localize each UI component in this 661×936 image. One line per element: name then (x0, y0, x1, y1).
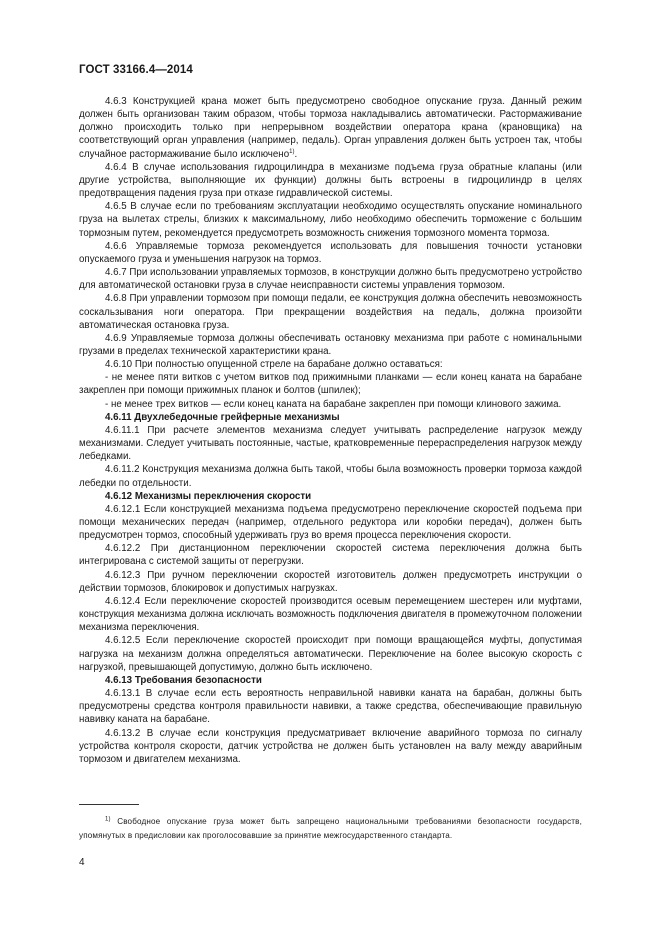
footnote-marker: 1) (105, 816, 111, 823)
paragraph: 4.6.13.2 В случае если конструкция предусматривает включение аварийного тормоза по сигналу устройства контроля скорости, датчик устройства не должен быть установлен на валу между аварийным тормозом и двигателем механизма. (79, 727, 582, 765)
paragraph: 4.6.12.3 При ручном переключении скоростей изготовитель должен предусмотреть инструкции о действии тормозов, блокировок и допустимых нагрузках. (79, 569, 582, 594)
paragraph: 4.6.10 При полностью опущенной стреле на барабане должно оставаться: (105, 359, 443, 371)
footnote-divider (79, 804, 139, 805)
paragraph: 4.6.7 При использовании управляемых тормозов, в конструкции должно быть предусмотрено устройство для автоматической остановки груза в случае неисправности системы управления тормозом. (79, 267, 582, 292)
paragraph: 4.6.11.2 Конструкция механизма должна быть такой, чтобы была возможность проверки тормоза каждой лебедки по отдельности. (79, 464, 582, 489)
paragraph: 4.6.12.4 Если переключение скоростей производится осевым перемещением шестерен или муфтами, конструкция механизма должна исключать возможность подключения двигателя в промежуточном положении механизма переключения. (79, 595, 582, 634)
paragraph: 4.6.12.1 Если конструкцией механизма подъема предусмотрено переключение скоростей подъема при помощи механических передач (например, отдельного редуктора или коробки передач), должен быть предусмотрен тормоз, способный удерживать груз во время процесса переключения скорости. (79, 503, 582, 542)
section-heading: 4.6.11 Двухлебедочные грейферные механизмы (105, 411, 340, 423)
paragraph: 4.6.11.1 При расчете элементов механизма следует учитывать распределение нагрузок между механизмами. Следует учитывать постоянные, частые, кратковременные перераспределения нагрузок между лебедками. (79, 424, 582, 463)
footnote (79, 815, 582, 842)
document-header: ГОСТ 33166.4—2014 (79, 64, 193, 76)
paragraph: 4.6.4 В случае использования гидроцилиндра в механизме подъема груза обратные клапаны (или другие устройства, выполняющие их функции) должны быть встроены в гидроцилиндр в целях предотвращения падения груза при отказе гидравлической системы. (79, 161, 582, 200)
page-number: 4 (79, 857, 85, 868)
footnote-ref: 1) (289, 148, 295, 155)
list-item: - не менее трех витков — если конец каната на барабане закреплен при помощи клинового зажима. (105, 398, 562, 410)
paragraph: 4.6.8 При управлении тормозом при помощи педали, ее конструкция должна обеспечить невозможность соскальзывания ноги оператора. При прекращении воздействия на педаль, должна произойти автоматическая остановка груза. (79, 293, 582, 331)
paragraph: 4.6.6 Управляемые тормоза рекомендуется использовать для повышения точности установки опускаемого груза и уменьшения нагрузок на тормоз. (79, 240, 582, 265)
paragraph: 4.6.5 В случае если по требованиям эксплуатации необходимо осуществлять опускание номинального груза на вылетах стрелы, близких к максимальному, либо необходимо обеспечить торможение с большим тормозным путем, рекомендуется предусмотреть возможность снижения тормозного момента тормоза. (79, 201, 582, 239)
paragraph: 4.6.9 Управляемые тормоза должны обеспечивать остановку механизма при работе с номинальными грузами в пределах технической характеристики крана. (79, 332, 582, 357)
paragraph: 4.6.13.1 В случае если есть вероятность неправильной навивки каната на барабан, должны быть предусмотрены средства контроля правильности навивки, а также средства, обеспечивающие правильную навивку каната на барабане. (79, 688, 582, 726)
paragraph: 4.6.3 Конструкцией крана может быть предусмотрено свободное опускание груза. Данный режим должен быть организован таким образом, чтобы тормоза накладывались автоматически. Растормаживание должно происходить только при непрерывном воздействии оператора крана (крановщика) на соответствующий орган управления (например, педаль). Орган управления должен быть устроен так, чтобы случайное растормаживание было исключено$^{1)}$. (79, 96, 582, 160)
paragraph: 4.6.12.5 Если переключение скоростей происходит при помощи вращающейся муфты, допустимая нагрузка на механизм должна определяться автоматически. Переключение на более высокую скорость с нагрузкой, превышающей допустимую, должно быть исключено. (79, 635, 582, 673)
list-item: - не менее пяти витков с учетом витков под прижимными планками — если конец каната на барабане закреплен при помощи прижимных планок и болтов (шпилек); (79, 372, 582, 397)
section-heading: 4.6.13 Требования безопасности (105, 674, 262, 686)
section-heading: 4.6.12 Механизмы переключения скорости (105, 490, 312, 502)
body-text (79, 95, 582, 766)
paragraph: 4.6.12.2 При дистанционном переключении скоростей система переключения должна быть интегрирована с системой защиты от перегрузки. (79, 543, 582, 568)
footnote-text: Свободное опускание груза может быть запрещено национальными требованиями безопасности государств, упомянутых в предисловии как проголосовавшие за принятие межгосударственного стандарта. (79, 817, 582, 840)
